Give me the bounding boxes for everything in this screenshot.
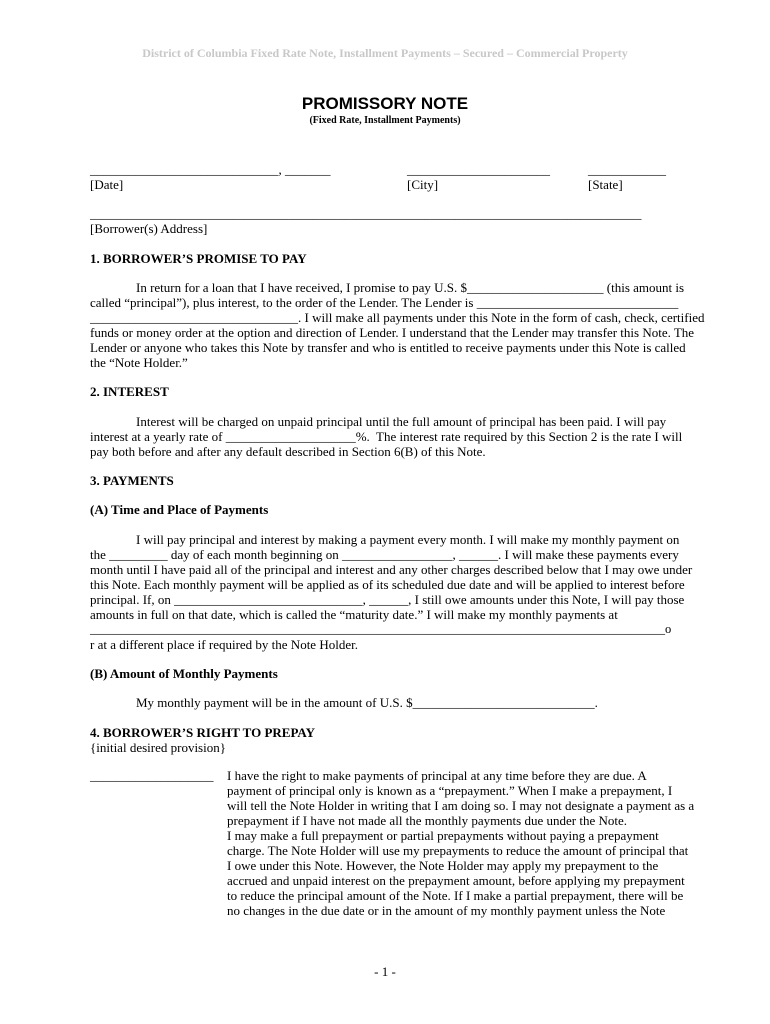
section-3-heading: 3. PAYMENTS: [90, 473, 174, 488]
document-subtitle: (Fixed Rate, Installment Payments): [309, 115, 461, 126]
text-line: pay both before and after any default described in Section 6(B) of this Note.: [90, 444, 486, 459]
address-label: [Borrower(s) Address]: [90, 221, 208, 236]
text-line: I have the right to make payments of principal at any time before they are due. A: [227, 768, 647, 783]
text-line: to reduce the principal amount of the Note. If I make a partial prepayment, there will be: [227, 888, 684, 903]
initial-blank: ___________________: [90, 768, 214, 783]
section-2-heading: 2. INTEREST: [90, 384, 169, 399]
text-line: month until I have paid all of the principal and interest and any other charges described below that I may owe under: [90, 562, 693, 577]
section-4-heading: 4. BORROWER’S RIGHT TO PREPAY: [90, 725, 316, 740]
text-line: the _________ day of each month beginning on _________________, ______. I will make these payments every: [90, 547, 679, 562]
text-line: called “principal”), plus interest, to the order of the Lender. The Lender is _______________________________: [90, 295, 679, 310]
state-label: [State]: [588, 177, 623, 192]
state-blank: ____________: [588, 162, 666, 177]
running-header: District of Columbia Fixed Rate Note, Installment Payments – Secured – Commercial Property: [142, 46, 628, 60]
text-line: Lender or anyone who takes this Note by transfer and who is entitled to receive payments under this Note is called: [90, 340, 686, 355]
section-1-paragraph: [90, 280, 705, 370]
section-3a-heading: (A) Time and Place of Payments: [90, 502, 269, 517]
address-blank: _________________________________________________________________________________________: [90, 207, 642, 221]
text-line: funds or money order at the option and direction of Lender. I understand that the Lender may transfer this Note. The: [90, 325, 695, 340]
text-line: In return for a loan that I have received, I promise to pay U.S. $_____________________ (this amount is: [136, 280, 685, 295]
text-line: ____________________________________________________________________________________________o: [90, 622, 672, 636]
text-line: I owe under this Note. However, the Note Holder may apply my prepayment to the: [227, 858, 659, 873]
date-label: [Date]: [90, 177, 124, 192]
text-line: principal. If, on _____________________________, ______, I still owe amounts under this Note, I will pay those: [90, 592, 685, 607]
section-1-heading: 1. BORROWER’S PROMISE TO PAY: [90, 251, 307, 266]
text-line: I will pay principal and interest by making a payment every month. I will make my monthly payment on: [136, 532, 680, 547]
date-blank: _____________________________, _______: [90, 162, 331, 177]
section-2-paragraph: [90, 414, 682, 459]
document-title: PROMISSORY NOTE: [301, 94, 469, 113]
page-number: - 1 -: [374, 964, 396, 979]
text-line: I may make a full prepayment or partial prepayments without paying a prepayment: [227, 828, 659, 843]
text-line: My monthly payment will be in the amount of U.S. $____________________________.: [136, 695, 598, 710]
text-line: r at a different place if required by the Note Holder.: [90, 637, 358, 652]
section-3b-paragraph: [90, 695, 682, 710]
text-line: prepayment if I have not made all the monthly payments due under the Note.: [227, 813, 627, 828]
text-line: ________________________________. I will make all payments under this Note in the form of cash, check, certified: [90, 310, 705, 325]
text-line: amounts in full on that date, which is called the “maturity date.” I will make my monthly payments at: [90, 607, 618, 622]
text-line: Interest will be charged on unpaid principal until the full amount of principal has been paid. I will pay: [136, 414, 667, 429]
city-blank: ______________________: [407, 162, 550, 177]
text-line: no changes in the due date or in the amount of my monthly payment unless the Note: [227, 903, 666, 918]
section-4-paragraph: [227, 768, 695, 918]
text-line: this Note. Each monthly payment will be applied as of its scheduled due date and will be applied to interest before: [90, 577, 685, 592]
text-line: the “Note Holder.”: [90, 355, 188, 370]
section-3b-heading: (B) Amount of Monthly Payments: [90, 666, 278, 681]
city-label: [City]: [407, 177, 439, 192]
text-line: charge. The Note Holder will use my prepayments to reduce the amount of principal that: [227, 843, 689, 858]
text-line: interest at a yearly rate of ____________________%. The interest rate required by this Section 2 is the rate I will: [90, 429, 683, 444]
text-line: payment of principal only is known as a “prepayment.” When I make a prepayment, I: [227, 783, 673, 798]
text-line: will tell the Note Holder in writing that I am doing so. I may not designate a payment as a: [227, 798, 695, 813]
text-line: accrued and unpaid interest on the prepayment amount, before applying my prepayment: [227, 873, 685, 888]
section-3a-paragraph: [90, 532, 693, 652]
provision-note: {initial desired provision}: [90, 740, 226, 755]
